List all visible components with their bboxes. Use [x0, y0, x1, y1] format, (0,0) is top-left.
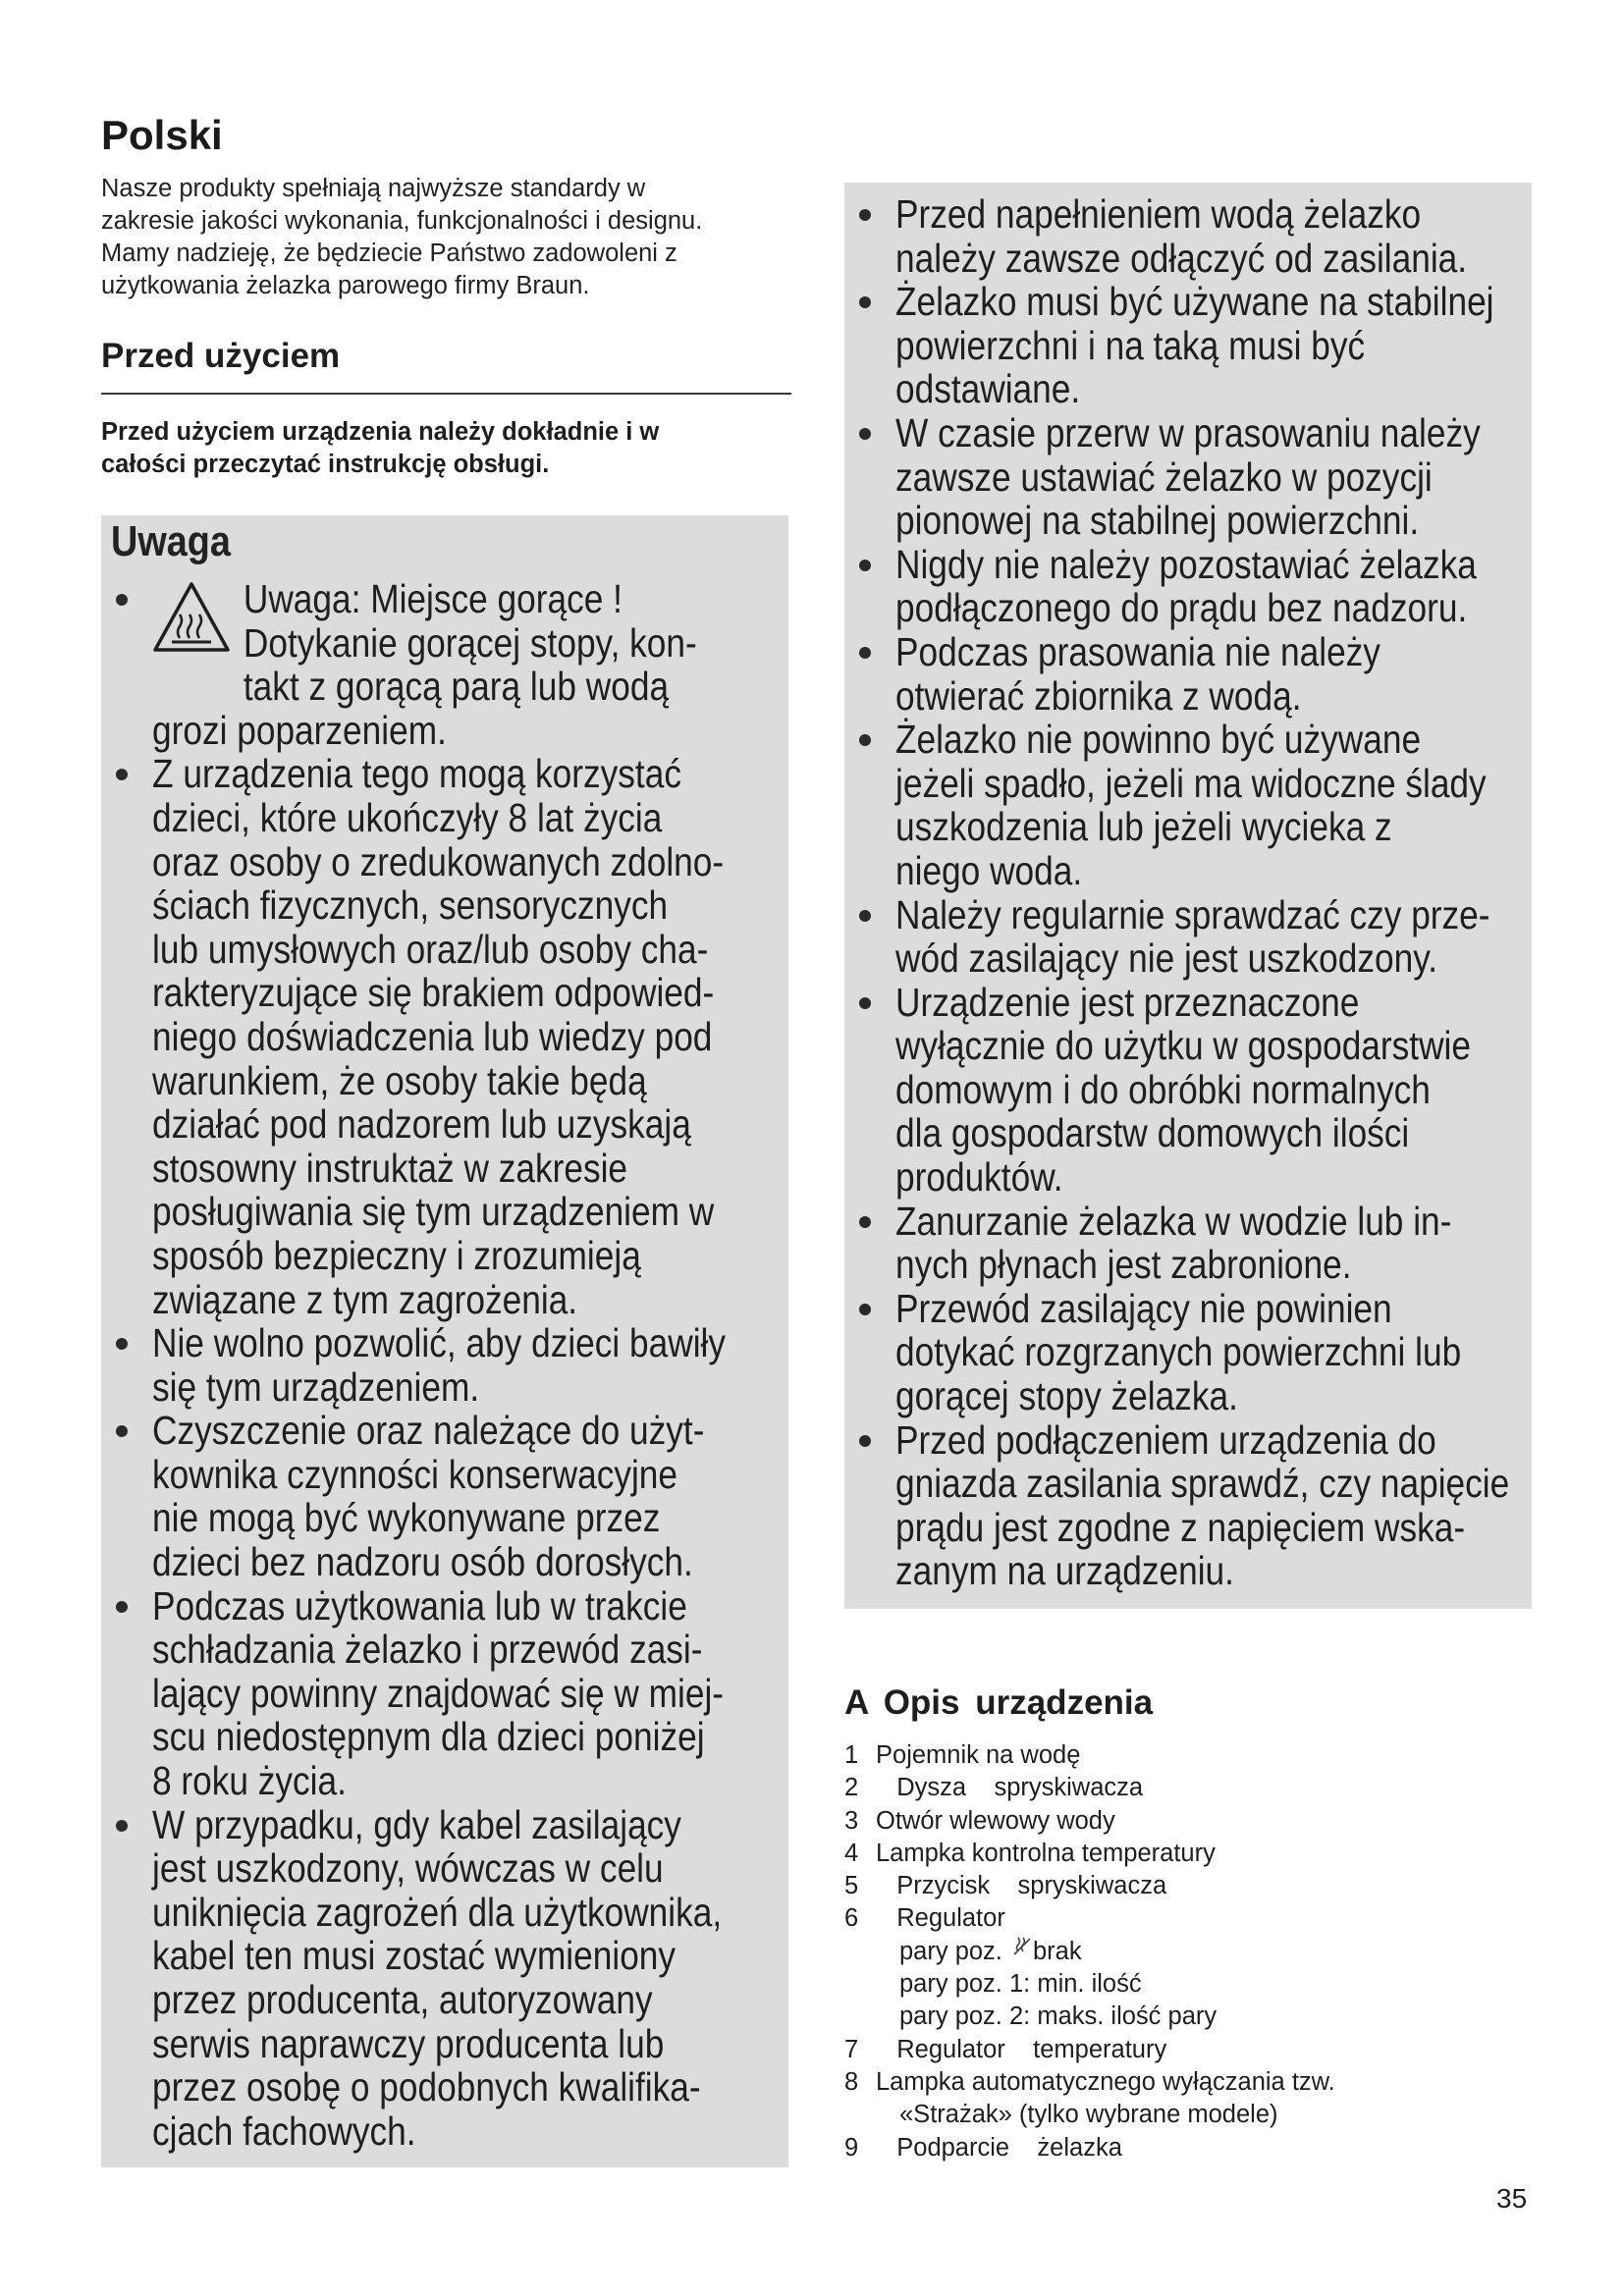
part-label: Regulator	[876, 1904, 1005, 1933]
warning-item	[101, 577, 788, 752]
parts-list-item	[844, 1870, 1335, 1902]
warning-item-line: produktów.	[895, 1154, 1063, 1201]
part-label: Podparcie żelazka	[876, 2133, 1122, 2162]
warning-list-right	[844, 192, 1532, 1593]
warning-item	[844, 411, 1532, 543]
warning-item-line: warunkiem, że osoby takie będą	[152, 1057, 647, 1103]
warning-item-line: Zanurzanie żelazka w wodzie lub in-	[895, 1198, 1452, 1244]
bullet-icon	[116, 1425, 128, 1437]
bullet-icon	[859, 296, 871, 308]
bullet-icon	[859, 1216, 871, 1228]
parts-list-item	[844, 2034, 1335, 2066]
warning-item-line: Żelazko nie powinno być używane	[895, 717, 1422, 763]
warning-item-line: wyłącznie do użytku w gospodarstwie	[895, 1023, 1471, 1069]
warning-item-line: zawsze ustawiać żelazko w pozycji	[895, 454, 1433, 500]
bullet-icon	[859, 1435, 871, 1447]
warning-item-line: się tym urządzeniem.	[152, 1363, 480, 1410]
warning-item-line: stosowny instruktaż w zakresie	[152, 1145, 628, 1191]
part-number: 4	[844, 1839, 859, 1867]
part-number: 7	[844, 2035, 859, 2063]
part-label: Przycisk spryskiwacza	[876, 1872, 1167, 1900]
warning-item-line: gniazda zasilania sprawdź, czy napięcie	[895, 1461, 1510, 1507]
part-number: 5	[844, 1872, 859, 1900]
bullet-icon	[116, 769, 128, 780]
parts-list-item	[844, 1902, 1335, 1935]
warning-item-line: związane z tym zagrożenia.	[152, 1276, 578, 1322]
warning-item-line: takt z gorącą parą lub wodą	[243, 664, 670, 710]
warning-box-title: Uwaga	[111, 517, 231, 565]
warning-item	[844, 280, 1532, 411]
part-number: 9	[844, 2133, 859, 2162]
warning-item-line: 8 roku życia.	[152, 1758, 347, 1804]
warning-item-line: gorącej stopy żelazka.	[895, 1373, 1238, 1419]
warning-item-line: zanym na urządzeniu.	[895, 1548, 1234, 1594]
part-number	[844, 2099, 876, 2131]
bullet-icon	[859, 910, 871, 922]
warning-item-line: lub umysłowych oraz/lub osoby cha-	[152, 926, 709, 972]
warning-item-line: dzieci, które ukończyły 8 lat życia	[152, 794, 663, 840]
part-label: pary poz. 2: maks. ilość pary	[899, 2002, 1218, 2031]
warning-item	[844, 1418, 1532, 1593]
warning-item-line: kabel ten musi zostać wymieniony	[152, 1933, 677, 1979]
warning-item-line: cjach fachowych.	[152, 2108, 416, 2154]
intro-line: Nasze produkty spełniają najwyższe standardy w	[101, 175, 646, 202]
warning-item-line: W przypadku, gdy kabel zasilający	[152, 1801, 681, 1847]
warning-item	[101, 1409, 788, 1583]
warning-item-line: działać pod nadzorem lub uzyskają	[152, 1101, 691, 1148]
intro-line: zakresie jakości wykonania, funkcjonalności i designu.	[101, 207, 703, 235]
warning-item-line: Dotykanie gorącej stopy, kon-	[243, 619, 697, 666]
warning-item-line: Podczas użytkowania lub w trakcie	[152, 1582, 687, 1629]
warning-item-line: Należy regularnie sprawdzać czy prze-	[895, 891, 1490, 937]
warning-item-line: jest uszkodzony, wówczas w celu	[152, 1845, 664, 1892]
parts-list-item	[844, 2066, 1335, 2099]
part-label: «Strażak» (tylko wybrane modele)	[899, 2101, 1278, 2129]
warning-item-line: serwis naprawczy producenta lub	[152, 2020, 665, 2066]
warning-item-line: sposób bezpieczny i zrozumieją	[152, 1232, 641, 1278]
warning-list-left	[101, 577, 788, 2153]
warning-item-line: Podczas prasowania nie należy	[895, 628, 1380, 674]
bullet-icon	[859, 560, 871, 571]
warning-item-line: otwierać zbiornika z wodą.	[895, 672, 1302, 719]
warning-item-line: pionowej na stabilnej powierzchni.	[895, 498, 1420, 544]
warning-item-line: jeżeli spadło, jeżeli ma widoczne ślady	[895, 760, 1487, 806]
lead-paragraph	[101, 416, 788, 481]
left-column	[101, 106, 788, 481]
parts-list-item	[844, 1772, 1335, 1804]
parts-list-item	[844, 1838, 1335, 1870]
warning-item-line: schładzania żelazko i przewód zasi-	[152, 1627, 703, 1673]
bullet-icon	[859, 734, 871, 746]
bullet-icon	[859, 647, 871, 659]
no-steam-icon	[1011, 1936, 1033, 1957]
warning-item-line: niego woda.	[895, 847, 1083, 893]
warning-item	[101, 1584, 788, 1803]
warning-item-line: należy zawsze odłączyć od zasilania.	[895, 235, 1468, 281]
bullet-icon	[116, 1338, 128, 1350]
warning-item	[844, 543, 1532, 630]
part-number	[844, 1968, 876, 2001]
warning-item	[844, 1287, 1532, 1418]
parts-list-item	[844, 1936, 1335, 1968]
part-label: pary poz.	[899, 1937, 1009, 1965]
warning-item-line: dzieci bez nadzoru osób dorosłych.	[152, 1539, 693, 1585]
part-number: 6	[844, 1904, 859, 1933]
warning-item-line: kownika czynności konserwacyjne	[152, 1451, 678, 1497]
warning-item-line: nych płynach jest zabronione.	[895, 1242, 1352, 1288]
part-label: Dysza spryskiwacza	[876, 1774, 1144, 1802]
warning-item	[844, 192, 1532, 280]
part-number	[844, 1936, 876, 1968]
warning-item	[844, 630, 1532, 718]
warning-item-line: Czyszczenie oraz należące do użyt-	[152, 1408, 705, 1454]
warning-item-line: wód zasilający nie jest uszkodzony.	[895, 935, 1438, 982]
warning-item	[101, 752, 788, 1321]
bullet-icon	[116, 1601, 128, 1613]
parts-list-item	[844, 2001, 1335, 2033]
warning-item-line: Nie wolno pozwolić, aby dzieci bawiły	[152, 1320, 727, 1366]
warning-item-line: Żelazko musi być używane na stabilnej	[895, 279, 1494, 325]
warning-item	[844, 1200, 1532, 1287]
warning-item-line: rakteryzujące się brakiem odpowied-	[152, 970, 715, 1016]
warning-item-line: Nigdy nie należy pozostawiać żelazka	[895, 541, 1477, 587]
parts-list-item	[844, 1968, 1335, 2001]
warning-item	[101, 1803, 788, 2154]
part-number	[844, 2001, 876, 2033]
warning-item-line: Przewód zasilający nie powinien	[895, 1285, 1392, 1331]
part-number: 8	[844, 2067, 859, 2096]
warning-item-line: W czasie przerw w prasowaniu należy	[895, 409, 1481, 455]
intro-line: Mamy nadzieję, że będziecie Państwo zadowoleni z	[101, 240, 677, 267]
part-label: Otwór wlewowy wody	[876, 1806, 1115, 1835]
warning-item-line: oraz osoby o zredukowanych zdolno-	[152, 838, 725, 884]
lead-line: całości przeczytać instrukcję obsługi.	[101, 451, 550, 478]
intro-paragraph	[101, 173, 788, 302]
warning-item-line: niego doświadczenia lub wiedzy pod	[152, 1013, 713, 1059]
warning-item-line: dla gospodarstw domowych ilości	[895, 1110, 1410, 1156]
part-label: Lampka kontrolna temperatury	[876, 1839, 1216, 1867]
warning-item-line: przez producenta, autoryzowany	[152, 1977, 653, 2022]
lead-line: Przed użyciem urządzenia należy dokładnie i w	[101, 418, 660, 446]
warning-item-line: nie mogą być wykonywane przez	[152, 1495, 661, 1541]
bullet-icon	[859, 1304, 871, 1315]
warning-item-line: Przed podłączeniem urządzenia do	[895, 1416, 1436, 1463]
warning-item-line: podłączonego do prądu bez nadzoru.	[895, 585, 1468, 631]
warning-item-line: dotykać rozgrzanych powierzchni lub	[895, 1329, 1462, 1375]
warning-item-line: Przed napełnieniem wodą żelazko	[895, 191, 1422, 237]
part-label: Regulator temperatury	[876, 2035, 1167, 2063]
warning-item-line: prądu jest zgodne z napięciem wska-	[895, 1504, 1466, 1550]
warning-item-line: scu niedostępnym dla dzieci poniżej	[152, 1714, 705, 1760]
part-label: Lampka automatycznego wyłączania tzw.	[876, 2067, 1335, 2096]
parts-list-item	[844, 1739, 1335, 1772]
warning-item-line: grozi poparzeniem.	[152, 707, 447, 753]
warning-item-line: lający powinny znajdować się w miej-	[152, 1670, 725, 1716]
part-label-suffix: brak	[1032, 1937, 1082, 1965]
bullet-icon	[116, 1820, 128, 1832]
parts-list-item	[844, 2099, 1335, 2131]
warning-item-line: Uwaga: Miejsce gorące !	[243, 576, 623, 621]
section-heading-before-use: Przed użyciem	[101, 334, 791, 395]
parts-list-item	[844, 1805, 1335, 1838]
part-number: 1	[844, 1741, 859, 1769]
warning-item-line: ściach fizycznych, sensorycznych	[152, 882, 669, 929]
warning-item-line: uszkodzenia lub jeżeli wycieka z	[895, 804, 1392, 850]
warning-item-line: domowym i do obróbki normalnych	[895, 1066, 1431, 1112]
warning-item	[101, 1321, 788, 1409]
parts-list	[844, 1739, 1335, 2164]
section-heading-description: A Opis urządzenia	[844, 1683, 1154, 1722]
bullet-icon	[859, 209, 871, 221]
intro-line: użytkowania żelazka parowego firmy Braun.	[101, 272, 590, 299]
part-number: 2	[844, 1774, 859, 1802]
page-number: 35	[1496, 2183, 1528, 2214]
warning-item-line: odstawiane.	[895, 366, 1081, 412]
warning-item-line: powierzchni i na taką musi być	[895, 322, 1366, 368]
warning-item-line: przez osobę o podobnych kwalifika-	[152, 2064, 701, 2110]
part-number: 3	[844, 1806, 859, 1835]
warning-item-line: Urządzenie jest przeznaczone	[895, 979, 1360, 1025]
warning-item	[844, 981, 1532, 1200]
part-label: pary poz. 1: min. ilość	[899, 1970, 1142, 1999]
warning-item	[844, 718, 1532, 892]
bullet-icon	[859, 428, 871, 440]
page-title: Polski	[101, 112, 223, 158]
warning-item	[844, 893, 1532, 981]
parts-list-item	[844, 2132, 1335, 2164]
warning-item-line: uniknięcia zagrożeń dla użytkownika,	[152, 1889, 723, 1935]
bullet-icon	[859, 997, 871, 1009]
bullet-icon	[116, 594, 128, 606]
part-label: Pojemnik na wodę	[876, 1741, 1081, 1769]
warning-item-line: Z urządzenia tego mogą korzystać	[152, 751, 681, 797]
warning-item-line: posługiwania się tym urządzeniem w	[152, 1189, 715, 1235]
